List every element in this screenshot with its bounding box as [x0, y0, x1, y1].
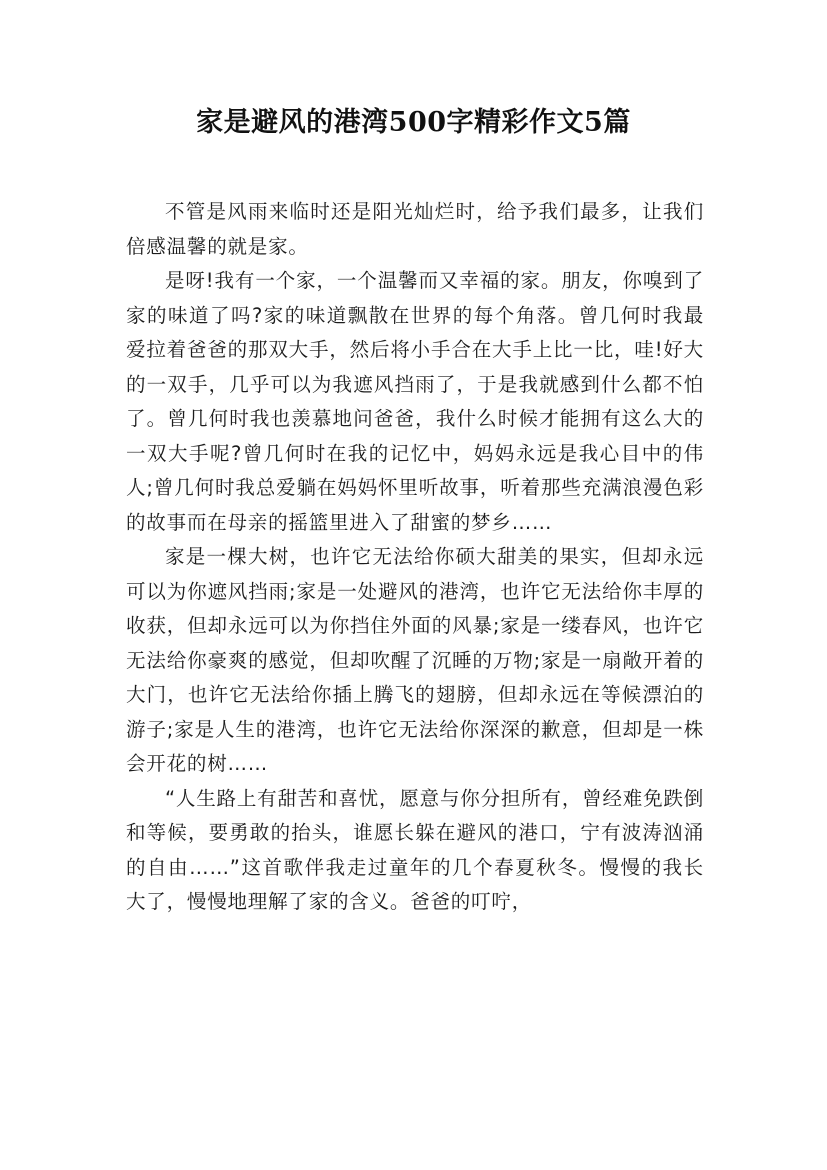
paragraph-2: 是呀!我有一个家，一个温馨而又幸福的家。朋友，你嗅到了家的味道了吗?家的味道飘散在世界的每个角落。曾几何时我最爱拉着爸爸的那双大手，然后将小手合在大手上比一比，哇!好大的一双手，几乎可以为我遮风挡雨了，于是我就感到什么都不怕了。曾几何时我也羡慕地问爸爸，我什么时候才能拥有这么大的一双大手呢?曾几何时在我的记忆中，妈妈永远是我心目中的伟人;曾几何时我总爱躺在妈妈怀里听故事，听着那些充满浪漫色彩的故事而在母亲的摇篮里进入了甜蜜的梦乡……	[126, 269, 704, 534]
paragraph-1: 不管是风雨来临时还是阳光灿烂时，给予我们最多，让我们倍感温馨的就是家。	[126, 200, 704, 258]
document-body	[126, 195, 704, 920]
document-title: 家是避风的港湾500字精彩作文5篇	[196, 107, 631, 138]
paragraph-4: “人生路上有甜苦和喜忧，愿意与你分担所有，曾经难免跌倒和等候，要勇敢的抬头，谁愿长躲在避风的港口，宁有波涛汹涌的自由……”这首歌伴我走过童年的几个春夏秋冬。慢慢的我长大了，慢慢地理解了家的含义。爸爸的叮咛，	[126, 786, 704, 913]
paragraph-3: 家是一棵大树，也许它无法给你硕大甜美的果实，但却永远可以为你遮风挡雨;家是一处避风的港湾，也许它无法给你丰厚的收获，但却永远可以为你挡住外面的风暴;家是一缕春风，也许它无法给你豪爽的感觉，但却吹醒了沉睡的万物;家是一扇敞开着的大门，也许它无法给你插上腾飞的翅膀，但却永远在等候漂泊的游子;家是人生的港湾，也许它无法给你深深的歉意，但却是一株会开花的树……	[126, 545, 704, 775]
